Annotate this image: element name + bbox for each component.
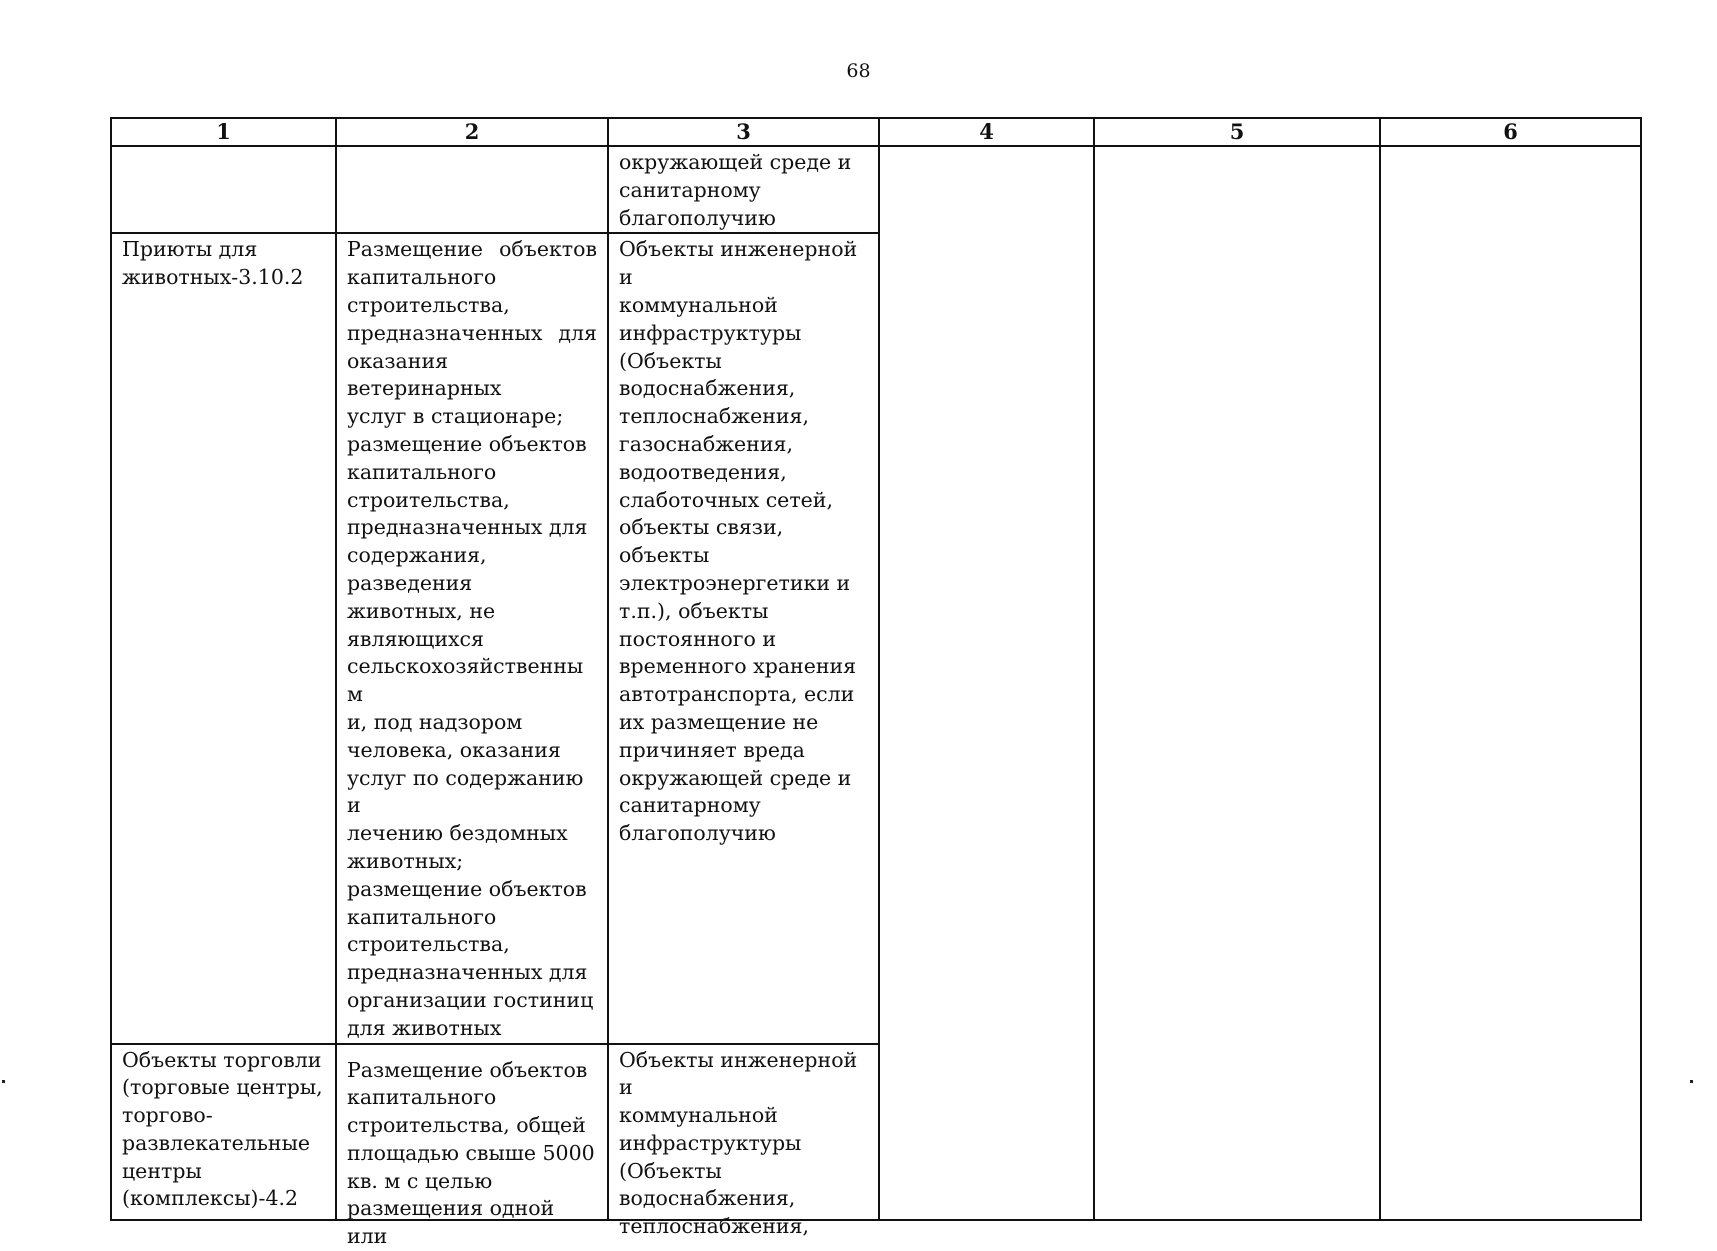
cell-use-type <box>111 146 336 233</box>
text-line: (торговые центры, <box>122 1075 323 1100</box>
cell-use-type <box>111 1044 336 1220</box>
text-line: являющихся <box>347 626 484 651</box>
text-line: Объекты торговли <box>122 1047 322 1072</box>
cell-description <box>336 233 608 1043</box>
text-line: строительства, <box>347 487 510 512</box>
text-line: водоотведения, <box>619 459 787 484</box>
text-line: их размещение не <box>619 709 819 734</box>
text-line: капитального <box>347 1085 497 1110</box>
text-line: благополучию <box>619 205 776 230</box>
text-line: услуг в стационаре; <box>347 404 564 429</box>
text-line: водоснабжения, <box>619 1186 796 1211</box>
table-header-row <box>111 118 1641 146</box>
text-line: животных, не <box>347 598 496 623</box>
text-line: животных-3.10.2 <box>122 265 304 290</box>
text-line: площадью свыше 5000 <box>347 1140 595 1165</box>
scan-speck <box>2 1080 5 1083</box>
text-line: окружающей среде и <box>619 150 852 174</box>
text-line: временного хранения <box>619 654 857 679</box>
text-line: предназначенных для <box>347 320 597 345</box>
text-line: теплоснабжения, <box>619 1214 809 1239</box>
cell-use-type <box>111 233 336 1043</box>
cell-auxiliary-uses <box>608 233 879 1043</box>
text-line: центры <box>122 1158 202 1183</box>
text-line: содержания, разведения <box>347 543 487 595</box>
page-number: 68 <box>846 60 871 82</box>
text-line: водоснабжения, <box>619 376 796 401</box>
text-line: коммунальной <box>619 1103 778 1128</box>
text-line: слаботочных сетей, <box>619 487 833 512</box>
table-row <box>111 146 1641 233</box>
text-line: благополучию <box>619 821 776 846</box>
text-line: Размещение объектов <box>347 1057 588 1082</box>
column-header: 6 <box>1380 118 1641 146</box>
text-line: животных; <box>347 848 464 873</box>
cell-column-6 <box>1380 146 1641 1220</box>
text-line: инфраструктуры <box>619 320 802 345</box>
column-header: 4 <box>879 118 1094 146</box>
text-line: услуг по содержанию и <box>347 765 584 818</box>
text-line: коммунальной <box>619 292 778 317</box>
text-line: Размещение объектов <box>347 237 597 262</box>
text-line: санитарному <box>619 793 761 818</box>
text-line: и, под надзором <box>347 709 523 734</box>
text-line: теплоснабжения, <box>619 404 809 429</box>
text-line: строительства, <box>347 932 510 957</box>
text-line: человека, оказания <box>347 737 561 762</box>
cell-auxiliary-uses <box>608 146 879 233</box>
column-header: 3 <box>608 118 879 146</box>
text-line: капитального <box>347 459 497 484</box>
text-line: (комплексы)-4.2 <box>122 1186 299 1211</box>
cell-auxiliary-uses <box>608 1044 879 1239</box>
text-line: размещение объектов <box>347 876 587 901</box>
text-line: размещения одной или <box>347 1196 555 1249</box>
text-line: кв. м с целью <box>347 1168 493 1193</box>
text-line: (Объекты <box>619 1158 722 1183</box>
text-line: постоянного и <box>619 626 777 651</box>
text-line: инфраструктуры <box>619 1130 802 1155</box>
column-header: 5 <box>1094 118 1380 146</box>
cell-column-5 <box>1094 146 1380 1220</box>
text-line: для животных <box>347 1015 502 1040</box>
text-line: размещение объектов <box>347 431 587 456</box>
text-line: Объекты инженерной и <box>619 237 858 290</box>
text-line: окружающей среде и <box>619 765 852 790</box>
text-line: причиняет вреда <box>619 737 805 762</box>
text-line: строительства, <box>347 292 510 317</box>
text-line: санитарному <box>619 177 761 202</box>
text-line: предназначенных для <box>347 515 588 540</box>
cell-column-4 <box>879 146 1094 1220</box>
zoning-table <box>110 117 1642 1249</box>
cell-description <box>336 146 608 233</box>
text-line: лечению бездомных <box>347 821 568 846</box>
column-header: 2 <box>336 118 608 146</box>
scan-speck <box>1690 1080 1693 1083</box>
text-line: предназначенных для <box>347 960 588 985</box>
text-line: капитального <box>347 265 497 290</box>
text-line: т.п.), объекты <box>619 598 769 623</box>
text-line: капитального <box>347 904 497 929</box>
text-line: оказания ветеринарных <box>347 348 502 401</box>
text-line: Объекты инженерной и <box>619 1047 858 1100</box>
text-line: объекты связи, объекты <box>619 515 784 568</box>
text-line: автотранспорта, если <box>619 682 855 707</box>
text-line: газоснабжения, <box>619 431 793 456</box>
cell-description <box>336 1044 608 1249</box>
text-line: сельскохозяйственным <box>347 654 584 707</box>
column-header: 1 <box>111 118 336 146</box>
text-line: строительства, общей <box>347 1113 586 1138</box>
text-line: (Объекты <box>619 348 722 373</box>
text-line: торгово- <box>122 1103 213 1128</box>
text-line: развлекательные <box>122 1130 311 1155</box>
text-line: Приюты для <box>122 237 258 262</box>
text-line: организации гостиниц <box>347 987 594 1012</box>
text-line: электроэнергетики и <box>619 570 851 595</box>
